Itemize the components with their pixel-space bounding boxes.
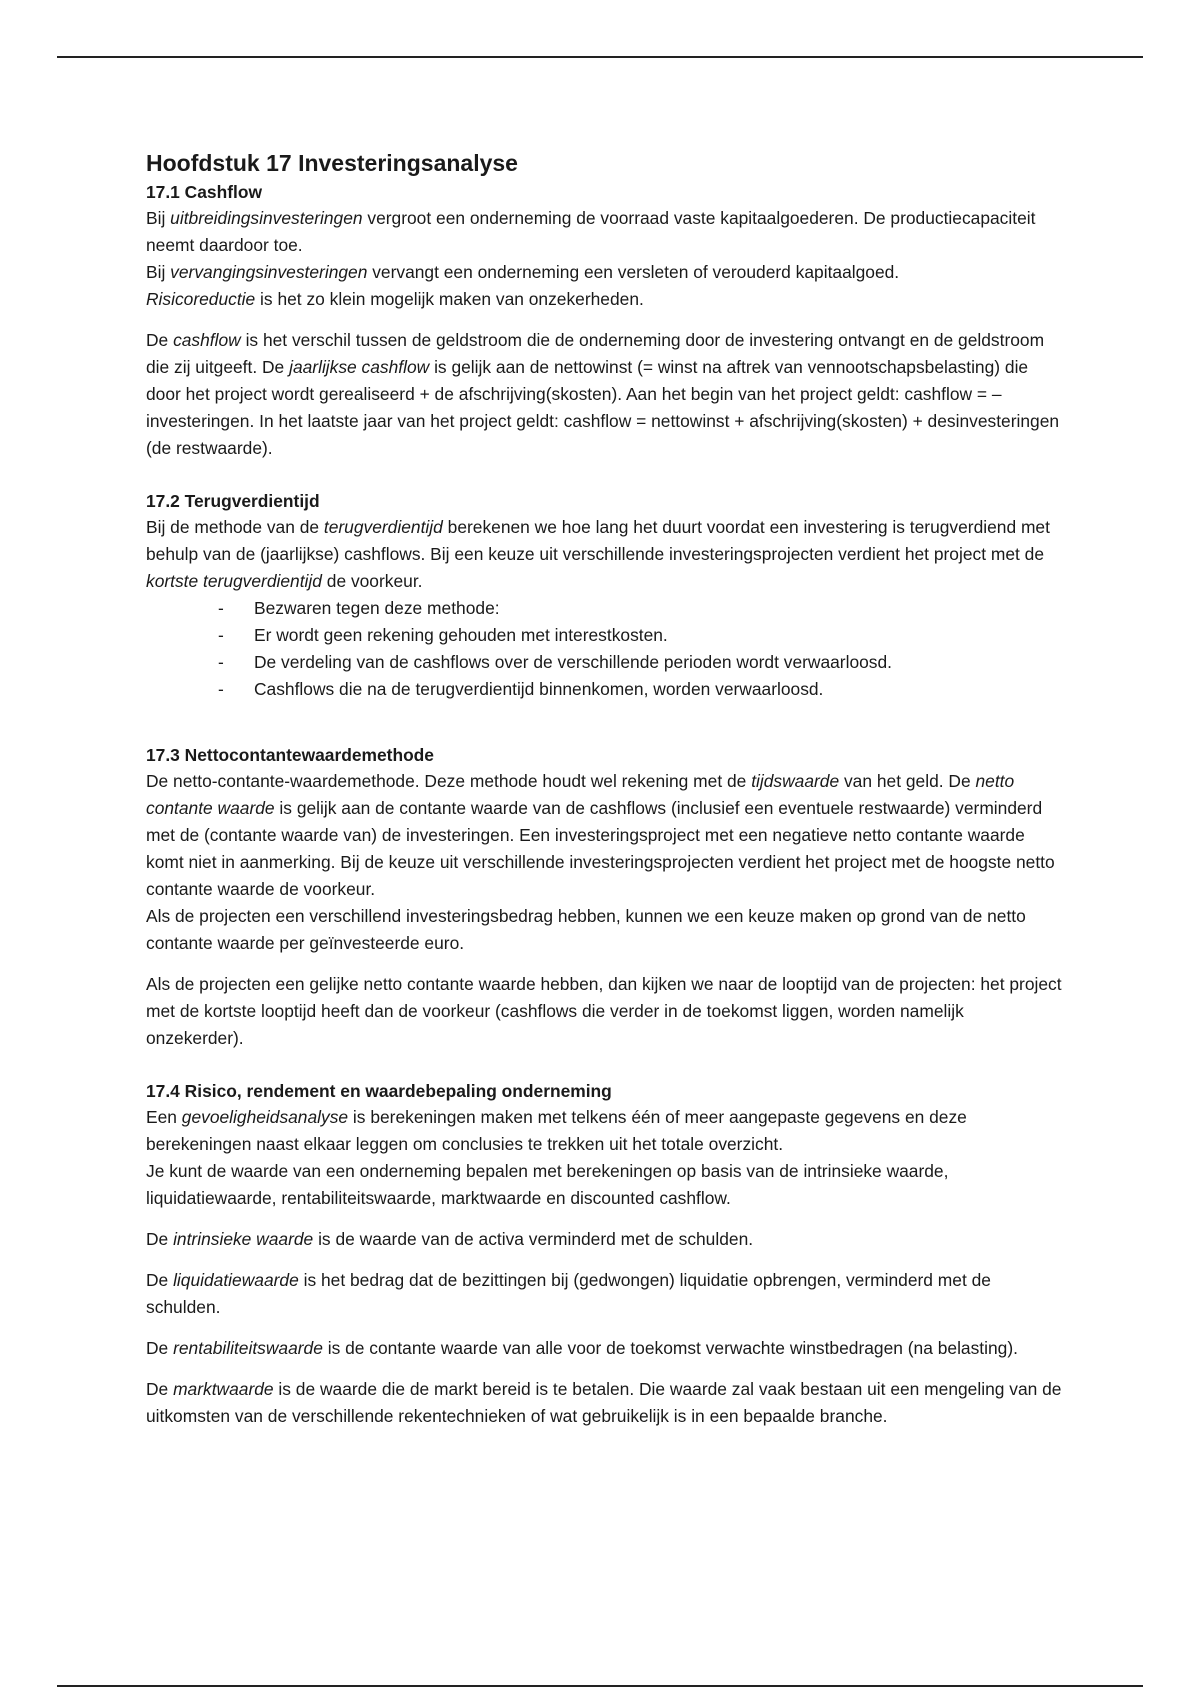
- dash-bullet: -: [218, 625, 224, 645]
- paragraph-uitbreiding: Bij uitbreidingsinvesteringen vergroot een onderneming de voorraad vaste kapitaalgoederen. De productiecapaciteit neemt daardoor toe.: [146, 208, 1036, 255]
- paragraph-cashflow: De cashflow is het verschil tussen de geldstroom die de onderneming door de investering ontvangt en de geldstroom die zij uitgeeft. De jaarlijkse cashflow is gelijk aan de nettowinst (= winst na aftrek van vennootschapsbelasting) die door het project wordt gerealiseerd + de afschrijving(skosten). Aan het begin van het project geldt: cashflow = – investeringen. In het laatste jaar van het project geldt: cashflow = nettowinst + afschrijving(skosten) + desinvesteringen (de restwaarde).: [146, 330, 1060, 458]
- header-rule: [57, 56, 1143, 58]
- paragraph-liquidatiewaarde: De liquidatiewaarde is het bedrag dat de bezittingen bij (gedwongen) liquidatie opbrengen, verminderd met de schulden.: [146, 1270, 991, 1317]
- dash-bullet: -: [218, 598, 224, 618]
- term-kortste-terugverdientijd: kortste terugverdientijd: [146, 571, 322, 591]
- paragraph-waardebepaling: Je kunt de waarde van een onderneming bepalen met berekeningen op basis van de intrinsieke waarde, liquidatiewaarde, rentabiliteitswaarde, marktwaarde en discounted cashflow.: [146, 1161, 949, 1208]
- term-gevoeligheidsanalyse: gevoeligheidsanalyse: [181, 1107, 349, 1127]
- term-netto-contante-waarde: netto contante waarde: [146, 771, 1015, 818]
- term-vervangingsinvesteringen: vervangingsinvesteringen: [170, 262, 368, 282]
- footer-rule: [57, 1685, 1143, 1687]
- chapter-title: Hoofdstuk 17 Investeringsanalyse: [146, 150, 518, 176]
- list-item: - Bezwaren tegen deze methode:: [146, 595, 1066, 622]
- term-jaarlijkse-cashflow: jaarlijkse cashflow: [289, 357, 430, 377]
- document-body: [146, 146, 1066, 1430]
- paragraph-risicoreductie: Risicoreductie is het zo klein mogelijk maken van onzekerheden.: [146, 289, 644, 309]
- paragraph-marktwaarde: De marktwaarde is de waarde die de markt bereid is te betalen. Die waarde zal vaak bestaan uit een mengeling van de uitkomsten van de verschillende rekentechnieken of wat gebruikelijk is in een bepaalde branche.: [146, 1379, 1062, 1426]
- term-cashflow: cashflow: [173, 330, 241, 350]
- section-heading-17-2: 17.2 Terugverdientijd: [146, 491, 320, 511]
- term-terugverdientijd: terugverdientijd: [323, 517, 443, 537]
- paragraph-intrinsieke-waarde: De intrinsieke waarde is de waarde van de activa verminderd met de schulden.: [146, 1229, 754, 1249]
- term-uitbreidingsinvesteringen: uitbreidingsinvesteringen: [170, 208, 363, 228]
- paragraph-gevoeligheidsanalyse: Een gevoeligheidsanalyse is berekeningen maken met telkens één of meer aangepaste gegevens en deze berekeningen naast elkaar leggen om conclusies te trekken uit het totale overzicht.: [146, 1107, 967, 1154]
- term-liquidatiewaarde: liquidatiewaarde: [173, 1270, 299, 1290]
- paragraph-looptijd: Als de projecten een gelijke netto contante waarde hebben, dan kijken we naar de looptijd van de projecten: het project met de kortste looptijd heeft dan de voorkeur (cashflows die verder in de toekomst liggen, worden namelijk onzekerder).: [146, 974, 1062, 1048]
- term-intrinsieke-waarde: intrinsieke waarde: [173, 1229, 314, 1249]
- section-heading-17-3: 17.3 Nettocontantewaardemethode: [146, 745, 434, 765]
- paragraph-rentabiliteitswaarde: De rentabiliteitswaarde is de contante waarde van alle voor de toekomst verwachte winstbedragen (na belasting).: [146, 1338, 1018, 1358]
- term-rentabiliteitswaarde: rentabiliteitswaarde: [173, 1338, 323, 1358]
- term-risicoreductie: Risicoreductie: [146, 289, 256, 309]
- paragraph-investeringsbedrag: Als de projecten een verschillend investeringsbedrag hebben, kunnen we een keuze maken op grond van de netto contante waarde per geïnvesteerde euro.: [146, 906, 1026, 953]
- paragraph-vervanging: Bij vervangingsinvesteringen vervangt een onderneming een versleten of verouderd kapitaalgoed.: [146, 262, 900, 282]
- list-item: - Er wordt geen rekening gehouden met interestkosten.: [146, 622, 1066, 649]
- bezwaren-list: [146, 595, 1066, 703]
- dash-bullet: -: [218, 652, 224, 672]
- term-tijdswaarde: tijdswaarde: [751, 771, 840, 791]
- dash-bullet: -: [218, 679, 224, 699]
- section-heading-17-4: 17.4 Risico, rendement en waardebepaling onderneming: [146, 1081, 612, 1101]
- term-marktwaarde: marktwaarde: [173, 1379, 274, 1399]
- section-heading-17-1: 17.1 Cashflow: [146, 182, 262, 202]
- paragraph-ncw: De netto-contante-waardemethode. Deze methode houdt wel rekening met de tijdswaarde van het geld. De netto contante waarde is gelijk aan de contante waarde van de cashflows (inclusief een eventuele restwaarde) verminderd met de (contante waarde van) de investeringen. Een investeringsproject met een negatieve netto contante waarde komt niet in aanmerking. Bij de keuze uit verschillende investeringsprojecten verdient het project met de hoogste netto contante waarde de voorkeur.: [146, 771, 1055, 899]
- list-item: - De verdeling van de cashflows over de verschillende perioden wordt verwaarloosd.: [146, 649, 1066, 676]
- paragraph-terugverdientijd: Bij de methode van de terugverdientijd berekenen we hoe lang het duurt voordat een investering is terugverdiend met behulp van de (jaarlijkse) cashflows. Bij een keuze uit verschillende investeringsprojecten verdient het project met de kortste terugverdientijd de voorkeur.: [146, 517, 1050, 591]
- list-item: - Cashflows die na de terugverdientijd binnenkomen, worden verwaarloosd.: [146, 676, 1066, 703]
